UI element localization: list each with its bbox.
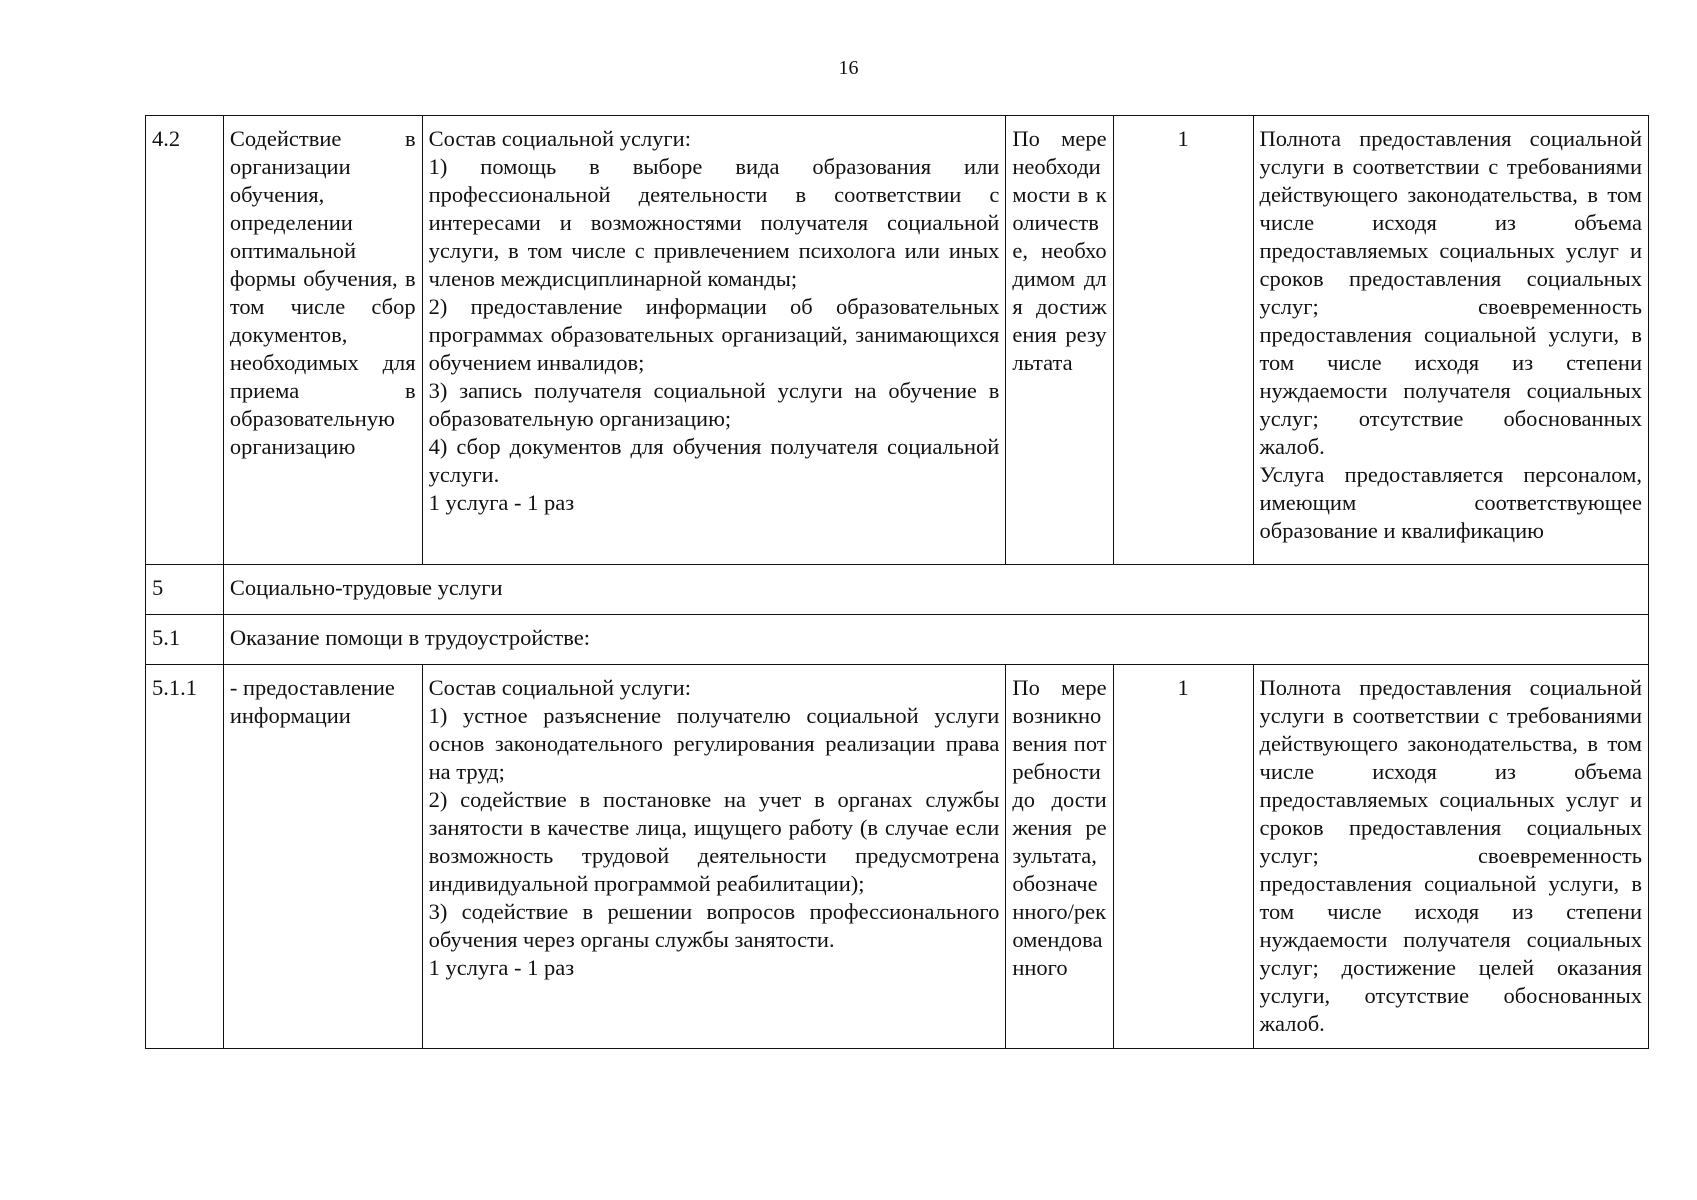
section-title: Социально-трудовые услуги [223,565,1648,615]
row-number: 5 [146,565,224,615]
section-title: Оказание помощи в трудоустройстве: [223,615,1648,665]
service-criteria [1253,665,1649,1049]
row-number: 4.2 [146,116,224,565]
description-line: 1 услуга - 1 раз [428,490,575,515]
service-count: 1 [1113,665,1253,1049]
description-line: 4) сбор документов для обучения получателя социальной услуги. [428,434,1000,487]
table-row-5-1-1 [146,665,1649,1049]
table-row-5-1 [146,615,1649,665]
criteria-paragraph: Услуга предоставляется персоналом, имеющим соответствующее образование и квалификацию [1259,462,1642,543]
service-criteria [1253,116,1649,565]
description-line: Состав социальной услуги: [428,126,691,151]
description-line: 2) предоставление информации об образовательных программах образовательных организаций, занимающихся обучением инвалидов; [428,294,1000,375]
service-frequency: По мере необходимости в количестве, необходимом для достижения результата [1006,116,1113,565]
description-line: 1) устное разъяснение получателю социальной услуги основ законодательного регулирования реализации права на труд; [428,703,1000,784]
page-number: 16 [838,57,859,79]
service-description [422,665,1006,1049]
description-line: 1 услуга - 1 раз [428,955,575,980]
service-frequency: По мере возникновения потребности до достижения результата, обозначенного/рекомендованного [1006,665,1113,1049]
criteria-paragraph: Полнота предоставления социальной услуги в соответствии с требованиями действующего законодательства, в том числе исходя из объема предоставляемых социальных услуг и сроков предоставления социальных услуг; своевременность предоставления социальной услуги, в том числе исходя из степени нуждаемости получателя социальных услуг; достижение целей оказания услуги, отсутствие обоснованных жалоб. [1259,675,1642,1036]
description-line: 2) содействие в постановке на учет в органах службы занятости в качестве лица, ищущего работу (в случае если возможность трудовой деятельности предусмотрена индивидуальной программой реабилитации); [428,787,1000,896]
criteria-paragraph: Полнота предоставления социальной услуги в соответствии с требованиями действующего законодательства, в том числе исходя из объема предоставляемых социальных услуг и сроков предоставления социальных услуг; своевременность предоставления социальной услуги, в том числе исходя из степени нуждаемости получателя социальных услуг; отсутствие обоснованных жалоб. [1259,126,1642,459]
table-row-5 [146,565,1649,615]
description-line: 3) запись получателя социальной услуги на обучение в образовательную организацию; [428,378,1000,431]
table-row-4-2 [146,116,1649,565]
service-description [422,116,1006,565]
service-count: 1 [1113,116,1253,565]
services-table [145,115,1649,1049]
description-line: Состав социальной услуги: [428,675,691,700]
service-name: Содействие в организации обучения, определении оптимальной формы обучения, в том числе сбор документов, необходимых для приема в образовательную организацию [223,116,422,565]
service-name: - предоставление информации [223,665,422,1049]
description-line: 1) помощь в выборе вида образования или профессиональной деятельности в соответствии с интересами и возможностями получателя социальной услуги, в том числе с привлечением психолога или иных членов междисциплинарной команды; [428,154,1000,291]
description-line: 3) содействие в решении вопросов профессионального обучения через органы службы занятости. [428,899,1000,952]
row-number: 5.1 [146,615,224,665]
row-number: 5.1.1 [146,665,224,1049]
